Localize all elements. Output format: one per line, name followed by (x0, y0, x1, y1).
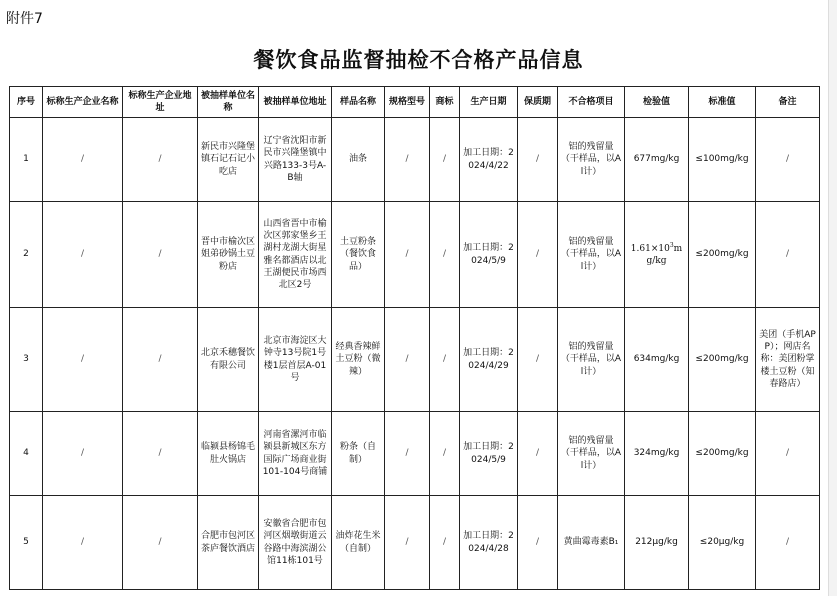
cell-standard[interactable]: ≤100mg/kg (689, 118, 756, 202)
cell-date[interactable]: 加工日期：2024/4/29 (460, 308, 518, 412)
cell-date[interactable]: 加工日期：2024/4/28 (460, 496, 518, 590)
cell-mfr-name[interactable]: / (43, 412, 123, 496)
cell-mfr-name[interactable]: / (43, 496, 123, 590)
cell-note[interactable]: 美团（手机APP）；网店名称：美团粉掌楼土豆粉（知春路店） (756, 308, 820, 412)
cell-standard[interactable]: ≤20μg/kg (689, 496, 756, 590)
page-title: 餐饮食品监督抽检不合格产品信息 (253, 48, 584, 72)
cell-note[interactable]: / (756, 412, 820, 496)
cell-shelf[interactable]: / (518, 496, 558, 590)
cell-no[interactable]: 5 (10, 496, 43, 590)
cell-value[interactable] (625, 202, 689, 308)
cell-unit-addr[interactable]: 山西省晋中市榆次区郭家堡乡王湖村龙湖大街星雅名都酒店以北王湖便民市场西北区2号 (259, 202, 332, 308)
inspection-table (9, 86, 820, 590)
cell-item[interactable]: 铝的残留量（干样品，以Al计） (558, 118, 625, 202)
table-header-row (10, 87, 820, 118)
cell-no[interactable]: 1 (10, 118, 43, 202)
header-cell[interactable]: 规格型号 (385, 87, 430, 118)
cell-mfr-name[interactable]: / (43, 202, 123, 308)
value-unit: mg/kg (646, 243, 683, 266)
cell-note[interactable]: / (756, 202, 820, 308)
cell-item[interactable]: 黄曲霉毒素B₁ (558, 496, 625, 590)
cell-spec[interactable]: / (385, 496, 430, 590)
cell-item[interactable]: 铝的残留量（干样品，以Al计） (558, 412, 625, 496)
cell-shelf[interactable]: / (518, 308, 558, 412)
cell-date[interactable]: 加工日期：2024/4/22 (460, 118, 518, 202)
header-cell[interactable]: 标称生产企业名称 (43, 87, 123, 118)
cell-unit-addr[interactable]: 北京市海淀区大钟寺13号院1号楼1层首层A-01号 (259, 308, 332, 412)
value-prefix: 1.61×10 (630, 243, 670, 254)
cell-sample[interactable]: 经典香辣鲜土豆粉（微辣） (332, 308, 385, 412)
header-cell[interactable]: 保质期 (518, 87, 558, 118)
cell-mfr-addr[interactable]: / (123, 496, 198, 590)
header-cell[interactable]: 标称生产企业地址 (123, 87, 198, 118)
cell-sample[interactable]: 油条 (332, 118, 385, 202)
cell-brand[interactable]: / (430, 308, 460, 412)
header-cell[interactable]: 序号 (10, 87, 43, 118)
cell-mfr-addr[interactable]: / (123, 202, 198, 308)
cell-item[interactable]: 铝的残留量（干样品，以Al计） (558, 202, 625, 308)
header-cell[interactable]: 生产日期 (460, 87, 518, 118)
cell-sample[interactable]: 粉条（自制） (332, 412, 385, 496)
table-row (10, 202, 820, 308)
cell-unit-name[interactable]: 晋中市榆次区姐弟砂锅土豆粉店 (198, 202, 259, 308)
cell-date[interactable]: 加工日期：2024/5/9 (460, 412, 518, 496)
value-exponent: 3 (669, 241, 674, 249)
header-cell[interactable]: 备注 (756, 87, 820, 118)
cell-mfr-name[interactable]: / (43, 308, 123, 412)
header-cell[interactable]: 不合格项目 (558, 87, 625, 118)
cell-unit-name[interactable]: 合肥市包河区茶庐餐饮酒店 (198, 496, 259, 590)
cell-standard[interactable]: ≤200mg/kg (689, 308, 756, 412)
cell-no[interactable]: 2 (10, 202, 43, 308)
cell-value[interactable]: 677mg/kg (625, 118, 689, 202)
cell-sample[interactable]: 油炸花生米（自制） (332, 496, 385, 590)
cell-brand[interactable]: / (430, 118, 460, 202)
cell-date[interactable]: 加工日期：2024/5/9 (460, 202, 518, 308)
cell-note[interactable]: / (756, 118, 820, 202)
cell-note[interactable]: / (756, 496, 820, 590)
cell-mfr-addr[interactable]: / (123, 308, 198, 412)
header-cell[interactable]: 商标 (430, 87, 460, 118)
cell-shelf[interactable]: / (518, 118, 558, 202)
cell-shelf[interactable]: / (518, 412, 558, 496)
cell-value[interactable]: 634mg/kg (625, 308, 689, 412)
cell-unit-name[interactable]: 临颍县杨锦毛肚火锅店 (198, 412, 259, 496)
cell-value[interactable]: 212μg/kg (625, 496, 689, 590)
header-cell[interactable]: 被抽样单位名称 (198, 87, 259, 118)
header-cell[interactable]: 检验值 (625, 87, 689, 118)
attachment-label: 附件7 (6, 11, 43, 27)
cell-mfr-addr[interactable]: / (123, 118, 198, 202)
cell-spec[interactable]: / (385, 202, 430, 308)
table-row (10, 496, 820, 590)
cell-spec[interactable]: / (385, 308, 430, 412)
cell-item[interactable]: 铝的残留量（干样品，以Al计） (558, 308, 625, 412)
cell-brand[interactable]: / (430, 496, 460, 590)
sheet-right-edge (828, 0, 837, 596)
cell-unit-addr[interactable]: 河南省漯河市临颍县新城区东方国际广场商业街101-104号商铺 (259, 412, 332, 496)
cell-standard[interactable]: ≤200mg/kg (689, 412, 756, 496)
cell-mfr-addr[interactable]: / (123, 412, 198, 496)
cell-sample[interactable]: 土豆粉条（餐饮食品） (332, 202, 385, 308)
cell-unit-addr[interactable]: 安徽省合肥市包河区烟墩街道云谷路中海滨湖公馆11栋101号 (259, 496, 332, 590)
cell-no[interactable]: 4 (10, 412, 43, 496)
cell-spec[interactable]: / (385, 118, 430, 202)
cell-value[interactable]: 324mg/kg (625, 412, 689, 496)
table-row (10, 118, 820, 202)
cell-unit-addr[interactable]: 辽宁省沈阳市新民市兴隆堡镇中兴路133-3号A-B轴 (259, 118, 332, 202)
cell-unit-name[interactable]: 新民市兴隆堡镇石记石记小吃店 (198, 118, 259, 202)
cell-brand[interactable]: / (430, 412, 460, 496)
cell-no[interactable]: 3 (10, 308, 43, 412)
table-row (10, 308, 820, 412)
cell-mfr-name[interactable]: / (43, 118, 123, 202)
header-cell[interactable]: 被抽样单位地址 (259, 87, 332, 118)
cell-brand[interactable]: / (430, 202, 460, 308)
header-cell[interactable]: 标准值 (689, 87, 756, 118)
cell-unit-name[interactable]: 北京禾穗餐饮有限公司 (198, 308, 259, 412)
cell-standard[interactable]: ≤200mg/kg (689, 202, 756, 308)
cell-shelf[interactable]: / (518, 202, 558, 308)
header-cell[interactable]: 样品名称 (332, 87, 385, 118)
cell-spec[interactable]: / (385, 412, 430, 496)
table-row (10, 412, 820, 496)
